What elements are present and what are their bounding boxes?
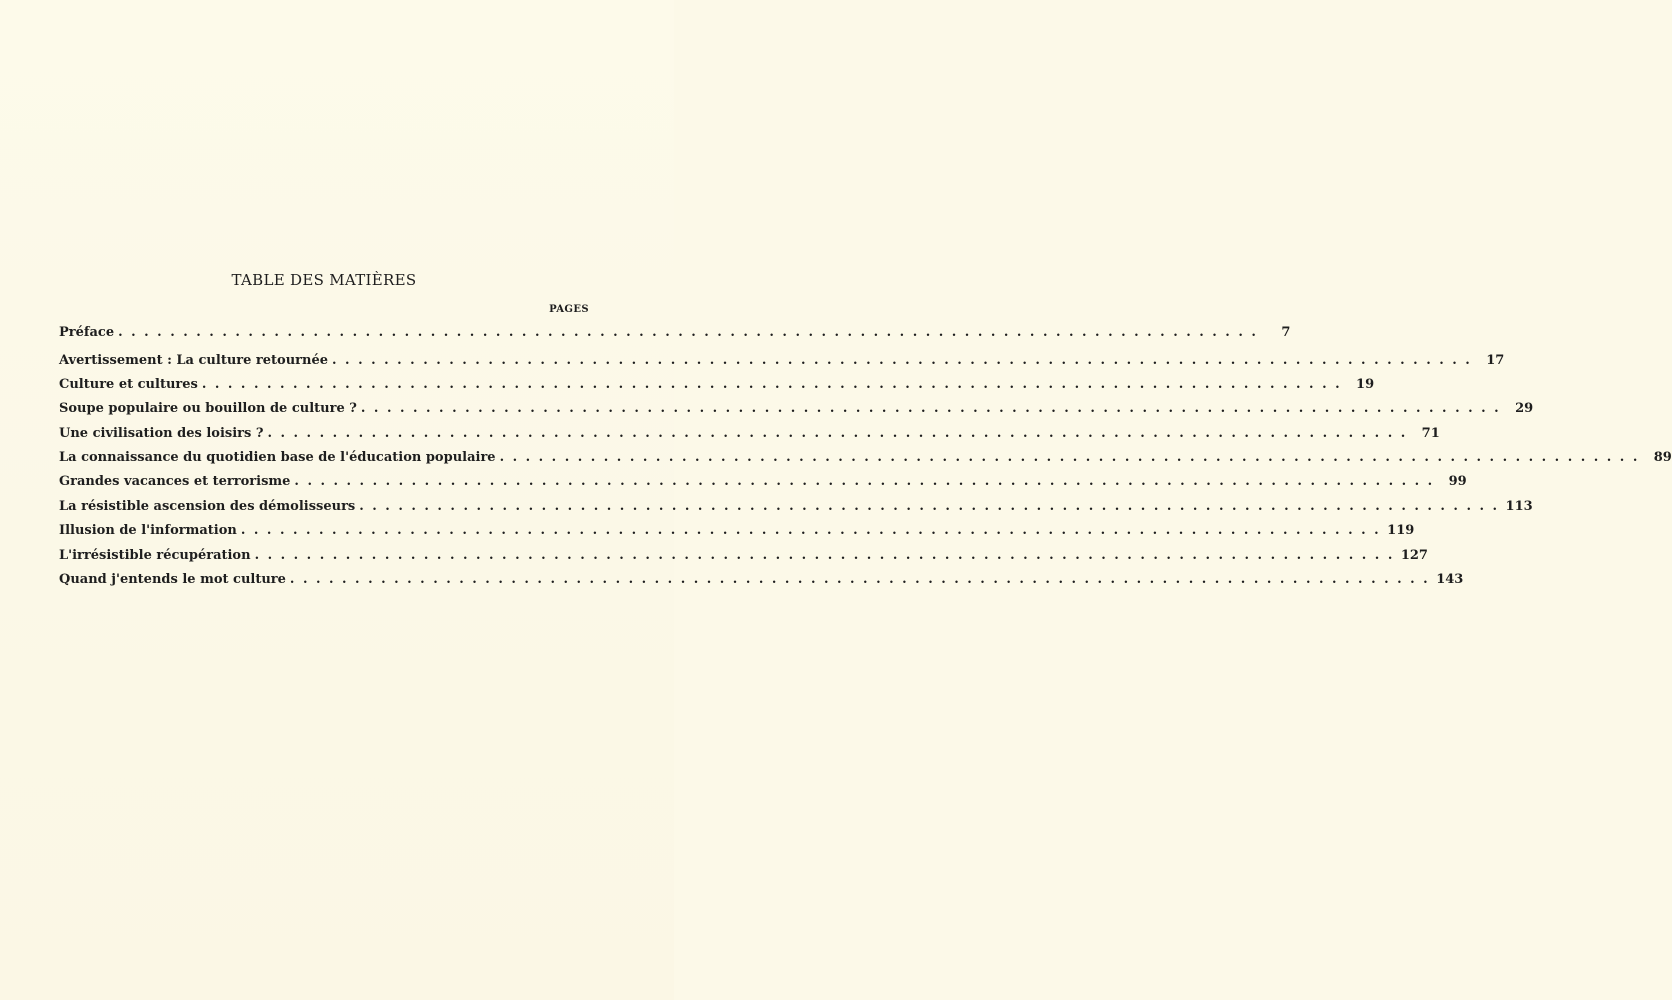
toc-entry-page: 19 [1356, 377, 1375, 392]
toc-entry [59, 426, 1440, 446]
pages-column-header: PAGES [549, 304, 589, 315]
toc-entry [59, 401, 1534, 421]
page-title: TABLE DES MATIÈRES [231, 271, 417, 289]
toc-entry-title: La connaissance du quotidien base de l'éducation populaire [59, 450, 496, 465]
dot-leader: ........................................................................................ [359, 499, 1506, 514]
dot-leader: ........................................................................................ [118, 325, 1265, 340]
toc-entry [59, 499, 1533, 519]
toc-entry-page: 71 [1421, 426, 1440, 441]
toc-entry-title: L'irrésistible récupération [59, 548, 251, 563]
toc-entry [59, 377, 1375, 397]
toc-entry [59, 523, 1415, 543]
dot-leader: ........................................................................................ [201, 377, 1349, 392]
toc-entry-title: Préface [59, 325, 115, 340]
dot-leader: ........................................................................................ [267, 426, 1414, 441]
dot-leader: ........................................................................................ [254, 548, 1401, 563]
toc-entry [59, 474, 1467, 494]
toc-entry-title: Quand j'entends le mot culture [59, 572, 286, 587]
toc-entry-title: Une civilisation des loisirs ? [59, 426, 264, 441]
toc-entry-title: Illusion de l'information [59, 523, 237, 538]
toc-entry-page: 143 [1436, 572, 1464, 587]
dot-leader: ........................................................................................ [240, 523, 1388, 538]
toc-entry [59, 450, 1672, 470]
toc-entry [59, 572, 1464, 592]
toc-entry [59, 325, 1291, 345]
toc-entry-page: 17 [1486, 353, 1505, 368]
toc-entry-page: 89 [1653, 450, 1672, 465]
toc-entry-title: Soupe populaire ou bouillon de culture ? [59, 401, 357, 416]
dot-leader: ........................................................................................ [289, 572, 1437, 587]
toc-entry-title: Grandes vacances et terrorisme [59, 474, 291, 489]
toc-entry-title: La résistible ascension des démolisseurs [59, 499, 356, 514]
toc-entry-title: Avertissement : La culture retournée [59, 353, 329, 368]
toc-entry-page: 7 [1281, 325, 1291, 340]
toc-entry-page: 29 [1515, 401, 1534, 416]
toc-entry-page: 127 [1400, 548, 1428, 563]
toc-entry-page: 119 [1387, 523, 1415, 538]
toc-entry-page: 113 [1505, 499, 1533, 514]
toc-entry-title: Culture et cultures [59, 377, 198, 392]
dot-leader: ........................................................................................ [294, 474, 1441, 489]
dot-leader: ........................................................................................ [360, 401, 1508, 416]
dot-leader: ........................................................................................ [499, 450, 1646, 465]
toc-entry-page: 99 [1448, 474, 1467, 489]
dot-leader: ........................................................................................ [332, 353, 1479, 368]
toc-entry [59, 353, 1505, 373]
toc-entry [59, 548, 1428, 568]
